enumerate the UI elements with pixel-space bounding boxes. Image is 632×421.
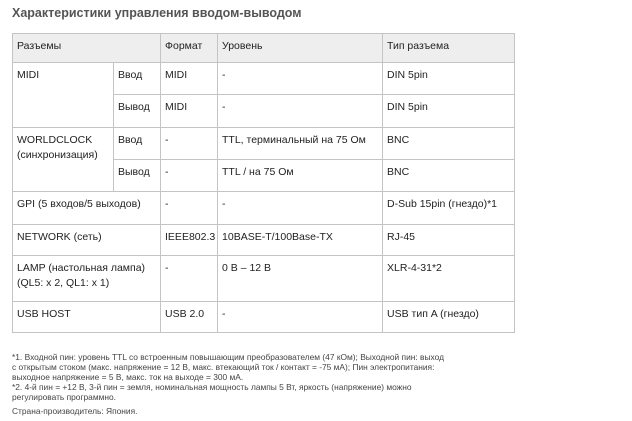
cell-type: DIN 5pin bbox=[383, 95, 515, 128]
table-row bbox=[13, 225, 515, 256]
cell-type: RJ-45 bbox=[383, 225, 515, 256]
table-row bbox=[13, 256, 515, 302]
cell-connector: NETWORK (сеть) bbox=[13, 225, 161, 256]
cell-level: 10BASE-T/100Base-TX bbox=[218, 225, 383, 256]
cell-connector: GPI (5 входов/5 выходов) bbox=[13, 192, 161, 225]
header-level: Уровень bbox=[218, 34, 383, 63]
cell-type: D-Sub 15pin (гнездо)*1 bbox=[383, 192, 515, 225]
connector-subtitle: (QL5: x 2, QL1: x 1) bbox=[17, 277, 110, 289]
footnotes bbox=[12, 352, 612, 416]
footnote-2-line: *2. 4-й пин = +12 В, 3-й пин = земля, номинальная мощность лампы 5 Вт, яркость (напряжение) можно bbox=[12, 382, 412, 392]
cell-type: USB тип A (гнездо) bbox=[383, 302, 515, 333]
cell-format: USB 2.0 bbox=[161, 302, 218, 333]
cell-direction: Ввод bbox=[114, 63, 161, 95]
header-connector-type: Тип разъема bbox=[383, 34, 515, 63]
table-header-row bbox=[13, 34, 515, 63]
table-row bbox=[13, 128, 515, 160]
footnote-2-line: регулировать программно. bbox=[12, 392, 116, 402]
footnote-1-line: с открытым стоком (макс. напряжение = 12 В, макс. втекающий ток / контакт = -75 мА); Пин электропитания: bbox=[12, 362, 435, 372]
cell-level: TTL / на 75 Ом bbox=[218, 160, 383, 192]
io-spec-table bbox=[12, 33, 515, 333]
cell-direction: Вывод bbox=[114, 160, 161, 192]
cell-level: - bbox=[218, 192, 383, 225]
connector-subtitle: (синхронизация) bbox=[17, 149, 98, 161]
footnote-1-line: выходное напряжение = 5 В, макс. ток на выходе = 300 мА. bbox=[12, 372, 244, 382]
cell-connector: USB HOST bbox=[13, 302, 161, 333]
cell-format: - bbox=[161, 160, 218, 192]
country-of-origin: Страна-производитель: Япония. bbox=[12, 406, 138, 416]
connector-name: LAMP (настольная лампа) bbox=[17, 262, 146, 274]
table-row bbox=[13, 192, 515, 225]
cell-format: MIDI bbox=[161, 95, 218, 128]
footnote-1-line: *1. Входной пин: уровень TTL со встроенным повышающим преобразователем (47 кОм); Выходной пин: выход bbox=[12, 352, 444, 362]
cell-format: IEEE802.3 bbox=[161, 225, 218, 256]
cell-level: - bbox=[218, 302, 383, 333]
cell-level: TTL, терминальный на 75 Ом bbox=[218, 128, 383, 160]
cell-level: - bbox=[218, 63, 383, 95]
cell-format: - bbox=[161, 128, 218, 160]
cell-type: BNC bbox=[383, 160, 515, 192]
header-format: Формат bbox=[161, 34, 218, 63]
cell-format: - bbox=[161, 256, 218, 302]
page-title: Характеристики управления вводом-выводом bbox=[12, 6, 302, 20]
header-connectors: Разъемы bbox=[13, 34, 161, 63]
cell-connector bbox=[13, 128, 114, 192]
cell-type: XLR-4-31*2 bbox=[383, 256, 515, 302]
cell-connector bbox=[13, 256, 161, 302]
cell-format: - bbox=[161, 192, 218, 225]
table-row bbox=[13, 302, 515, 333]
table-row bbox=[13, 63, 515, 95]
cell-type: DIN 5pin bbox=[383, 63, 515, 95]
connector-name: WORLDCLOCK bbox=[17, 134, 93, 146]
cell-level: - bbox=[218, 95, 383, 128]
cell-connector: MIDI bbox=[13, 63, 114, 128]
cell-format: MIDI bbox=[161, 63, 218, 95]
cell-type: BNC bbox=[383, 128, 515, 160]
cell-direction: Ввод bbox=[114, 128, 161, 160]
cell-level: 0 В – 12 В bbox=[218, 256, 383, 302]
cell-direction: Вывод bbox=[114, 95, 161, 128]
